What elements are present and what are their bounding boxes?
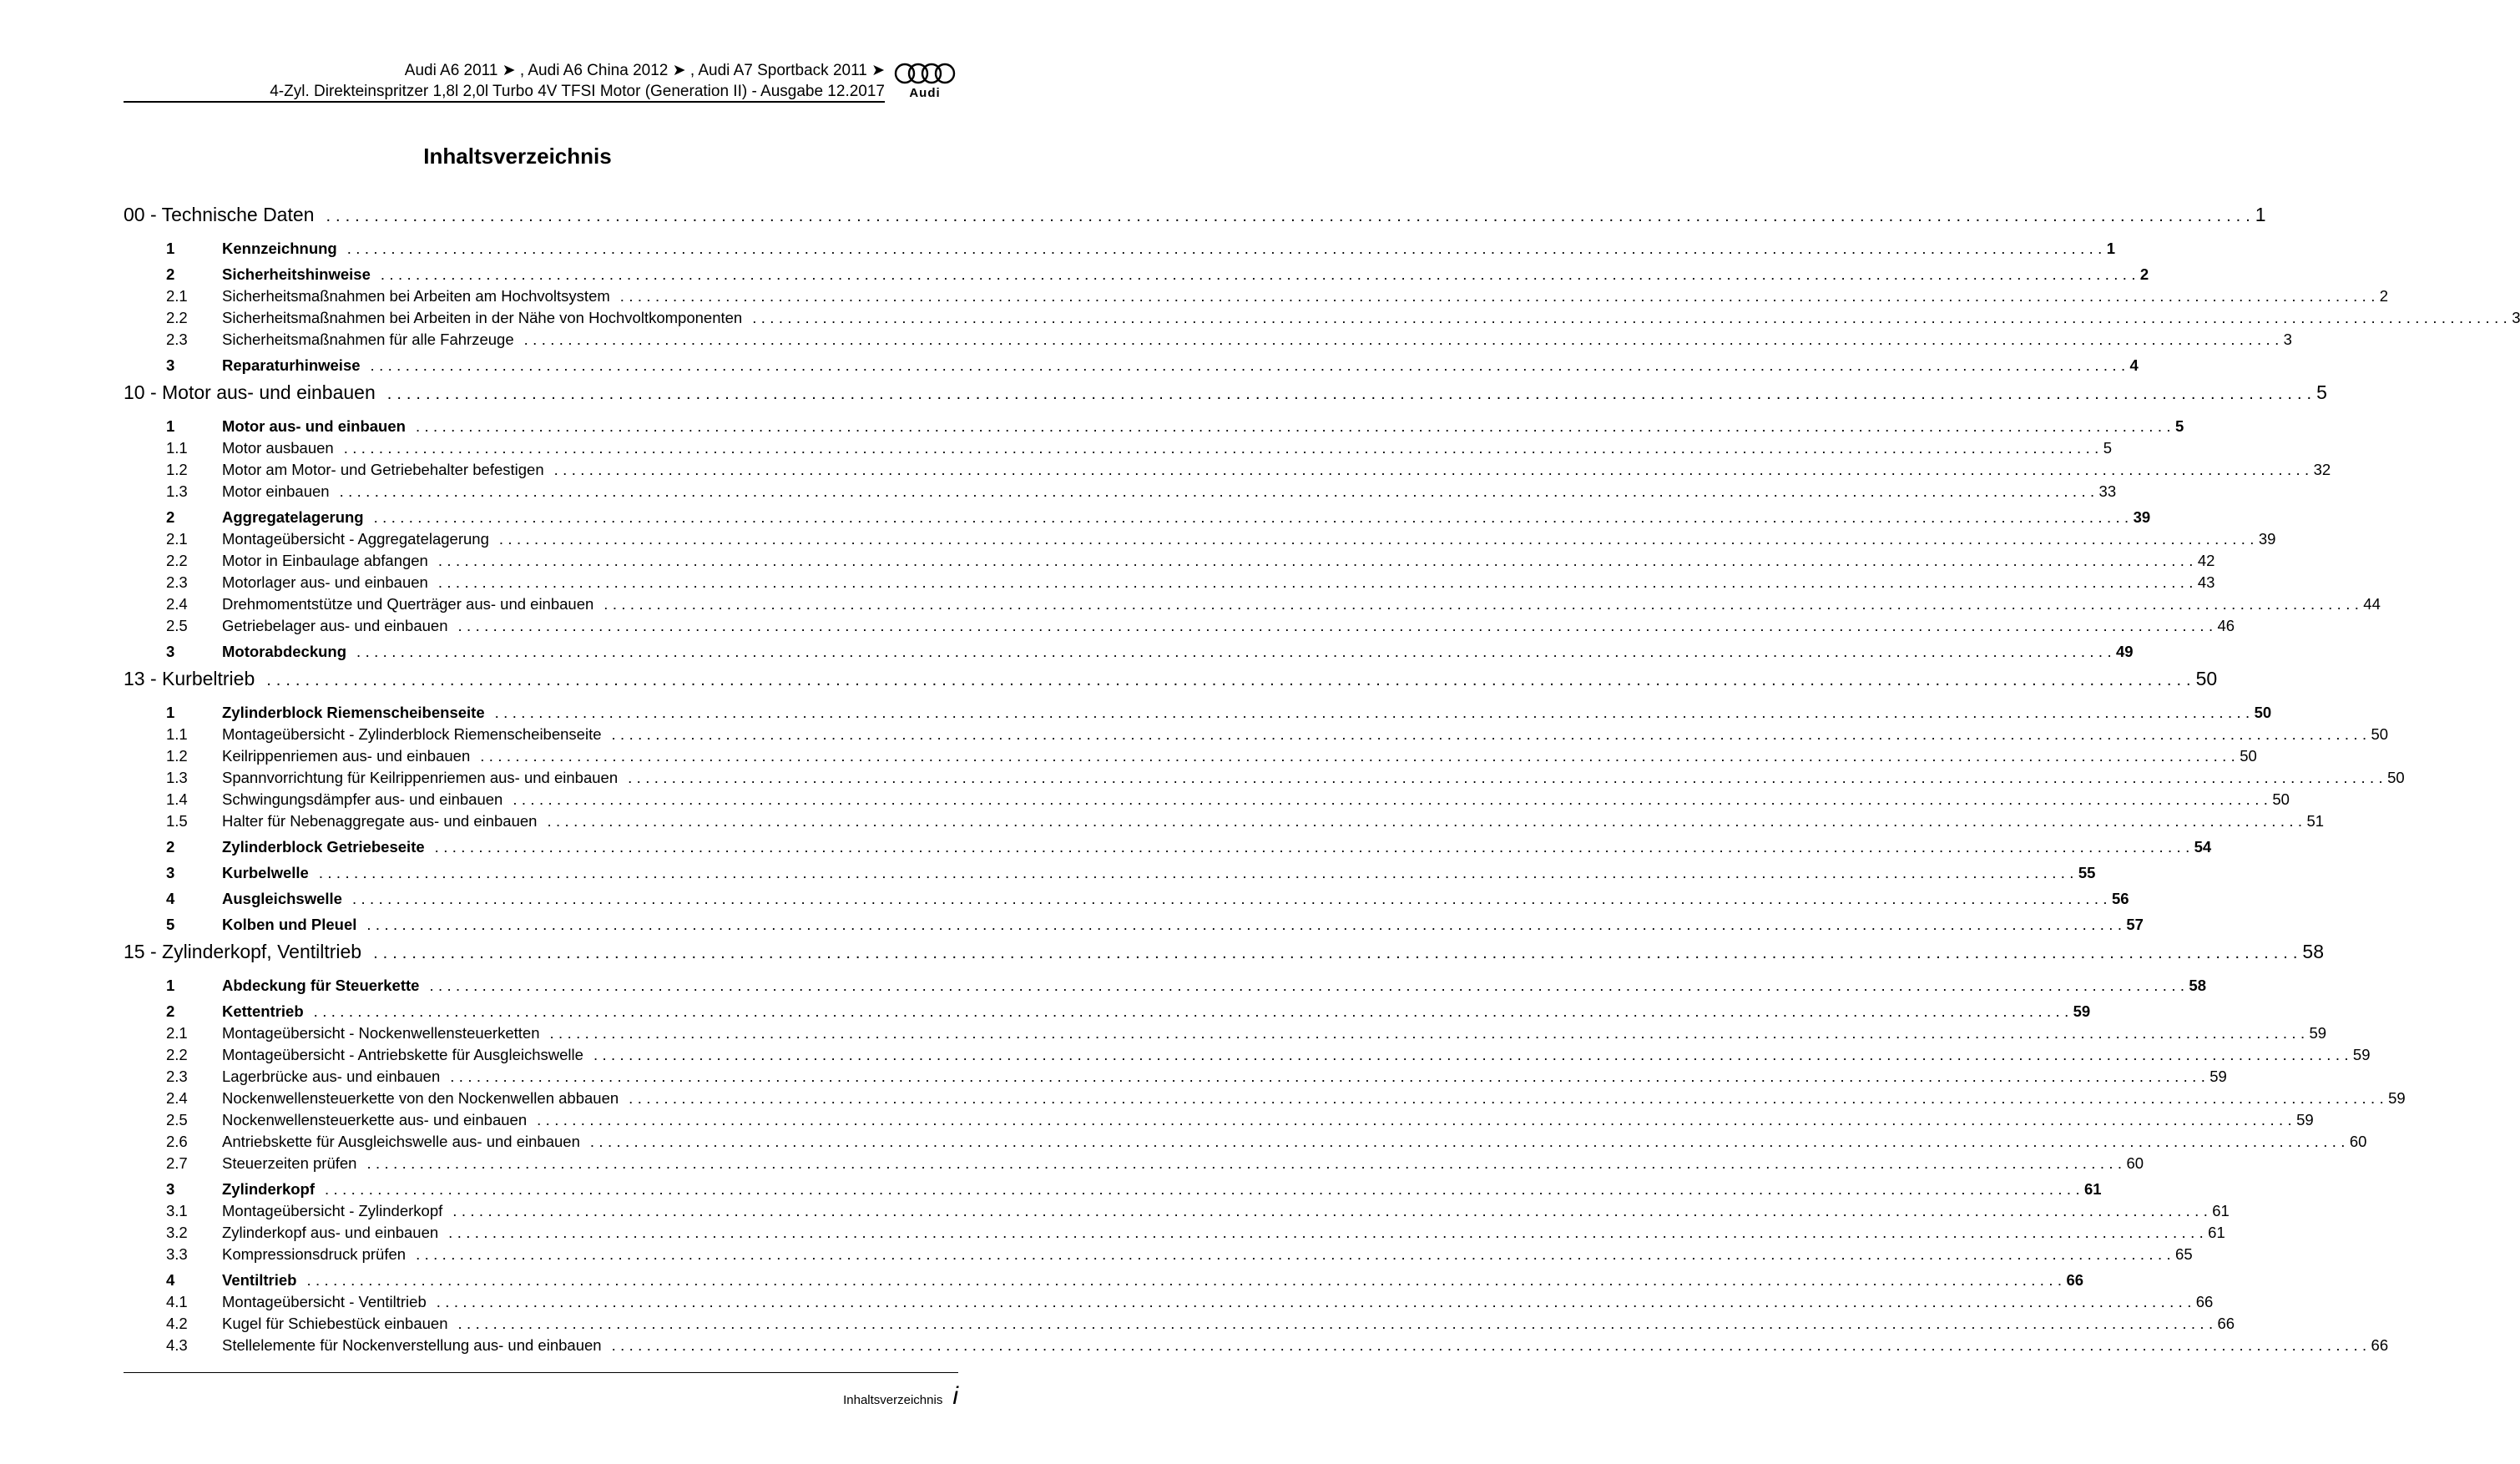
dot-leader: ........................................................................................................................................................................................................ — [325, 1180, 2084, 1198]
toc-entry[interactable] — [124, 1154, 2144, 1176]
dot-leader: ........................................................................................................................................................................................................ — [547, 812, 2307, 830]
entry-title: Montageübersicht - Nockenwellensteuerketten — [222, 1024, 540, 1042]
entry-title: Aggregatelagerung — [222, 508, 364, 526]
entry-number: 2.4 — [166, 595, 188, 613]
dot-leader: ........................................................................................................................................................................................................ — [366, 1154, 2127, 1172]
header-engine-line: 4-Zyl. Direkteinspritzer 1,8l 2,0l Turbo 4V TFSI Motor (Generation II) - Ausgabe 12.2017 — [270, 83, 885, 100]
dot-leader: ........................................................................................................................................................................................................ — [343, 439, 2103, 457]
toc-entry[interactable] — [124, 352, 2139, 378]
chapter-heading[interactable] — [124, 941, 2325, 972]
entry-number: 3.1 — [166, 1202, 188, 1219]
chapter-page-number: 58 — [2302, 941, 2325, 962]
toc-entry[interactable] — [124, 482, 2117, 504]
entry-title: Kennzeichnung — [222, 240, 337, 257]
entry-page-number: 59 — [2296, 1111, 2314, 1128]
toc-entry[interactable] — [124, 504, 2151, 530]
header-rule — [124, 101, 885, 103]
entry-number: 4 — [166, 890, 175, 907]
dot-leader: ........................................................................................................................................................................................................ — [326, 207, 2255, 225]
entry-number: 2.5 — [166, 1111, 188, 1128]
entry-title: Sicherheitsmaßnahmen bei Arbeiten in der Nähe von Hochvoltkomponenten — [222, 309, 743, 326]
entry-number: 4.3 — [166, 1336, 188, 1354]
dot-leader: ........................................................................................................................................................................................................ — [351, 890, 2112, 907]
entry-number: 1.4 — [166, 790, 188, 808]
toc-entry[interactable] — [124, 886, 2129, 911]
entry-title: Sicherheitsmaßnahmen bei Arbeiten am Hochvoltsystem — [222, 287, 610, 305]
entry-page-number: 39 — [2258, 530, 2276, 548]
entry-page-number: 59 — [2388, 1089, 2406, 1107]
entry-title: Montageübersicht - Ventiltrieb — [222, 1293, 427, 1310]
dot-leader: ........................................................................................................................................................................................................ — [386, 385, 2317, 403]
audi-rings-icon — [891, 62, 958, 85]
entry-title: Montageübersicht - Zylinderkopf — [222, 1202, 443, 1219]
toc-entry[interactable] — [124, 1133, 2367, 1154]
entry-page-number: 66 — [2371, 1336, 2389, 1354]
entry-number: 4.1 — [166, 1293, 188, 1310]
entry-title: Lagerbrücke aus- und einbauen — [222, 1068, 441, 1085]
dot-leader: ........................................................................................................................................................................................................ — [603, 595, 2364, 613]
dot-leader: ........................................................................................................................................................................................................ — [450, 1068, 2210, 1085]
entry-title: Schwingungsdämpfer aus- und einbauen — [222, 790, 503, 808]
toc-entry[interactable] — [124, 998, 2091, 1024]
entry-title: Motor in Einbaulage abfangen — [222, 552, 428, 569]
dot-leader: ........................................................................................................................................................................................................ — [457, 1315, 2218, 1332]
dot-leader: ........................................................................................................................................................................................................ — [523, 331, 2284, 348]
toc-entry[interactable] — [124, 769, 2405, 790]
entry-number: 2.5 — [166, 617, 188, 634]
toc-entry[interactable] — [124, 331, 2292, 352]
entry-page-number: 61 — [2212, 1202, 2230, 1219]
audi-logo — [891, 62, 958, 102]
entry-number: 1.2 — [166, 461, 188, 478]
entry-page-number: 46 — [2217, 617, 2235, 634]
toc-entry[interactable] — [124, 1111, 2314, 1133]
entry-title: Zylinderblock Getriebeseite — [222, 838, 425, 856]
entry-page-number: 3 — [2512, 309, 2520, 326]
entry-number: 2.1 — [166, 1024, 188, 1042]
toc-entry[interactable] — [124, 1224, 2225, 1245]
dot-leader: ........................................................................................................................................................................................................ — [370, 356, 2130, 374]
page-title: Inhaltsverzeichnis — [423, 144, 612, 169]
dot-leader: ........................................................................................................................................................................................................ — [480, 747, 2240, 765]
dot-leader: ........................................................................................................................................................................................................ — [498, 530, 2259, 548]
toc-entry[interactable] — [124, 309, 2520, 331]
dot-leader: ........................................................................................................................................................................................................ — [537, 1111, 2297, 1128]
entry-title: Motor am Motor- und Getriebehalter befestigen — [222, 461, 544, 478]
entry-title: Nockenwellensteuerkette von den Nockenwellen abbauen — [222, 1089, 619, 1107]
entry-page-number: 44 — [2363, 595, 2381, 613]
entry-page-number: 60 — [2349, 1133, 2367, 1150]
entry-page-number: 4 — [2129, 356, 2139, 374]
toc-entry[interactable] — [124, 235, 2116, 261]
page-header — [124, 60, 958, 103]
entry-number: 3 — [166, 1180, 175, 1198]
entry-number: 3 — [166, 356, 175, 374]
toc-entry[interactable] — [124, 439, 2112, 461]
entry-title: Stellelemente für Nockenverstellung aus- und einbauen — [222, 1336, 602, 1354]
toc-entry[interactable] — [124, 699, 2272, 725]
entry-number: 1 — [166, 240, 175, 257]
entry-title: Reparaturhinweise — [222, 356, 361, 374]
entry-page-number: 49 — [2116, 643, 2134, 660]
dot-leader: ........................................................................................................................................................................................................ — [437, 552, 2198, 569]
chapter-heading[interactable] — [124, 204, 2266, 235]
entry-title: Motorabdeckung — [222, 643, 347, 660]
toc-entry[interactable] — [124, 1202, 2230, 1224]
entry-title: Abdeckung für Steuerkette — [222, 977, 420, 994]
dot-leader: ........................................................................................................................................................................................................ — [593, 1046, 2353, 1063]
toc-entry[interactable] — [124, 911, 2144, 937]
toc-entry[interactable] — [124, 287, 2389, 309]
entry-number: 2.3 — [166, 331, 188, 348]
entry-title: Kettentrieb — [222, 1002, 304, 1020]
header-text — [270, 60, 885, 102]
entry-page-number: 50 — [2254, 704, 2272, 721]
toc-entry[interactable] — [124, 1089, 2406, 1111]
entry-page-number: 3 — [2283, 331, 2292, 348]
dot-leader: ........................................................................................................................................................................................................ — [416, 1245, 2176, 1263]
entry-number: 2.1 — [166, 530, 188, 548]
toc-entry[interactable] — [124, 725, 2389, 747]
toc-entry[interactable] — [124, 413, 2184, 439]
toc-entry[interactable] — [124, 552, 2215, 573]
entry-number: 2.3 — [166, 573, 188, 591]
dot-leader: ........................................................................................................................................................................................................ — [619, 287, 2380, 305]
entry-title: Ausgleichswelle — [222, 890, 342, 907]
chapter-title: 00 - Technische Daten — [124, 204, 315, 225]
toc-entry[interactable] — [124, 573, 2215, 595]
dot-leader: ........................................................................................................................................................................................................ — [429, 977, 2189, 994]
dot-leader: ........................................................................................................................................................................................................ — [434, 838, 2194, 856]
entry-title: Zylinderblock Riemenscheibenseite — [222, 704, 485, 721]
entry-number: 2 — [166, 265, 175, 283]
entry-page-number: 50 — [2371, 725, 2389, 743]
toc-entry[interactable] — [124, 1293, 2214, 1315]
toc-entry[interactable] — [124, 595, 2381, 617]
entry-page-number: 54 — [2194, 838, 2212, 856]
dot-leader: ........................................................................................................................................................................................................ — [589, 1133, 2350, 1150]
toc-entry[interactable] — [124, 860, 2096, 886]
entry-page-number: 43 — [2197, 573, 2215, 591]
footer-page-number: i — [952, 1382, 958, 1410]
entry-title: Montageübersicht - Zylinderblock Riemenscheibenseite — [222, 725, 602, 743]
entry-number: 3 — [166, 864, 175, 881]
toc-entry[interactable] — [124, 834, 2212, 860]
entry-title: Motor aus- und einbauen — [222, 417, 406, 435]
entry-number: 5 — [166, 916, 175, 933]
page-footer — [843, 1382, 958, 1411]
dot-leader: ........................................................................................................................................................................................................ — [549, 1024, 2310, 1042]
dot-leader: ........................................................................................................................................................................................................ — [366, 916, 2127, 933]
dot-leader: ........................................................................................................................................................................................................ — [448, 1224, 2209, 1241]
dot-leader: ........................................................................................................................................................................................................ — [437, 573, 2198, 591]
entry-title: Halter für Nebenaggregate aus- und einbauen — [222, 812, 538, 830]
dot-leader: ........................................................................................................................................................................................................ — [306, 1271, 2067, 1289]
entry-title: Kolben und Pleuel — [222, 916, 357, 933]
dot-leader: ........................................................................................................................................................................................................ — [380, 265, 2140, 283]
dot-leader: ........................................................................................................................................................................................................ — [373, 944, 2303, 962]
chapter-title: 15 - Zylinderkopf, Ventiltrieb — [124, 941, 362, 962]
entry-title: Sicherheitshinweise — [222, 265, 371, 283]
dot-leader: ........................................................................................................................................................................................................ — [313, 1002, 2073, 1020]
entry-page-number: 59 — [2209, 1068, 2227, 1085]
dot-leader: ........................................................................................................................................................................................................ — [452, 1202, 2213, 1219]
entry-number: 1 — [166, 417, 175, 435]
entry-page-number: 56 — [2111, 890, 2129, 907]
entry-page-number: 57 — [2126, 916, 2144, 933]
entry-page-number: 59 — [2352, 1046, 2371, 1063]
entry-number: 2 — [166, 1002, 175, 1020]
entry-page-number: 50 — [2240, 747, 2257, 765]
entry-number: 3 — [166, 643, 175, 660]
entry-page-number: 66 — [2217, 1315, 2235, 1332]
entry-title: Antriebskette für Ausgleichswelle aus- und einbauen — [222, 1133, 580, 1150]
entry-page-number: 50 — [2272, 790, 2290, 808]
entry-title: Kompressionsdruck prüfen — [222, 1245, 407, 1263]
toc-entry[interactable] — [124, 972, 2206, 998]
entry-page-number: 32 — [2313, 461, 2331, 478]
entry-number: 1.5 — [166, 812, 188, 830]
dot-leader: ........................................................................................................................................................................................................ — [339, 482, 2099, 500]
toc-entry[interactable] — [124, 1046, 2371, 1068]
toc-entry[interactable] — [124, 812, 2325, 834]
entry-title: Spannvorrichtung für Keilrippenriemen aus- und einbauen — [222, 769, 619, 786]
toc-entry[interactable] — [124, 617, 2235, 639]
entry-title: Montageübersicht - Aggregatelagerung — [222, 530, 489, 548]
entry-page-number: 59 — [2073, 1002, 2091, 1020]
entry-page-number: 61 — [2084, 1180, 2102, 1198]
entry-number: 4.2 — [166, 1315, 188, 1332]
entry-title: Motor ausbauen — [222, 439, 334, 457]
entry-number: 1.3 — [166, 769, 188, 786]
entry-page-number: 59 — [2309, 1024, 2327, 1042]
entry-title: Keilrippenriemen aus- und einbauen — [222, 747, 471, 765]
dot-leader: ........................................................................................................................................................................................................ — [628, 769, 2388, 786]
footer-rule — [124, 1372, 958, 1373]
entry-title: Kurbelwelle — [222, 864, 309, 881]
entry-title: Sicherheitsmaßnahmen für alle Fahrzeuge — [222, 331, 514, 348]
entry-number: 1.1 — [166, 439, 188, 457]
entry-page-number: 61 — [2208, 1224, 2225, 1241]
dot-leader: ........................................................................................................................................................................................................ — [611, 1336, 2371, 1354]
chapter-heading[interactable] — [124, 381, 2327, 413]
entry-number: 2.2 — [166, 309, 188, 326]
toc-entry[interactable] — [124, 1315, 2235, 1336]
footer-label: Inhaltsverzeichnis — [843, 1393, 943, 1407]
chapter-title: 10 - Motor aus- und einbauen — [124, 381, 376, 403]
entry-page-number: 58 — [2189, 977, 2206, 994]
entry-number: 1.2 — [166, 747, 188, 765]
entry-page-number: 2 — [2139, 265, 2149, 283]
entry-page-number: 66 — [2066, 1271, 2084, 1289]
entry-number: 2.1 — [166, 287, 188, 305]
dot-leader: ........................................................................................................................................................................................................ — [752, 309, 2512, 326]
toc-entry[interactable] — [124, 1176, 2102, 1202]
entry-number: 2 — [166, 508, 175, 526]
dot-leader: ........................................................................................................................................................................................................ — [436, 1293, 2196, 1310]
dot-leader: ........................................................................................................................................................................................................ — [629, 1089, 2389, 1107]
toc-entry[interactable] — [124, 1336, 2389, 1358]
entry-number: 1 — [166, 977, 175, 994]
entry-page-number: 55 — [2078, 864, 2096, 881]
dot-leader: ........................................................................................................................................................................................................ — [611, 725, 2371, 743]
entry-page-number: 66 — [2195, 1293, 2214, 1310]
entry-title: Drehmomentstütze und Querträger aus- und einbauen — [222, 595, 594, 613]
dot-leader: ........................................................................................................................................................................................................ — [494, 704, 2255, 721]
chapter-page-number: 5 — [2316, 381, 2327, 403]
entry-number: 1.3 — [166, 482, 188, 500]
entry-page-number: 50 — [2387, 769, 2405, 786]
toc-entry[interactable] — [124, 261, 2149, 287]
entry-page-number: 39 — [2133, 508, 2151, 526]
table-of-contents — [124, 200, 2520, 1358]
entry-page-number: 33 — [2098, 482, 2117, 500]
entry-title: Nockenwellensteuerkette aus- und einbauen — [222, 1111, 528, 1128]
toc-entry[interactable] — [124, 1245, 2193, 1267]
entry-page-number: 5 — [2174, 417, 2184, 435]
entry-number: 2.6 — [166, 1133, 188, 1150]
dot-leader: ........................................................................................................................................................................................................ — [553, 461, 2314, 478]
entry-title: Zylinderkopf aus- und einbauen — [222, 1224, 439, 1241]
dot-leader: ........................................................................................................................................................................................................ — [266, 671, 2196, 689]
entry-page-number: 1 — [2106, 240, 2116, 257]
entry-title: Zylinderkopf — [222, 1180, 316, 1198]
chapter-heading[interactable] — [124, 668, 2218, 699]
toc-entry[interactable] — [124, 790, 2290, 812]
entry-title: Motor einbauen — [222, 482, 330, 500]
dot-leader: ........................................................................................................................................................................................................ — [346, 240, 2107, 257]
audi-logo-text: Audi — [909, 86, 941, 100]
toc-entry[interactable] — [124, 1024, 2327, 1046]
toc-entry[interactable] — [124, 1068, 2227, 1089]
entry-number: 2.2 — [166, 1046, 188, 1063]
entry-title: Getriebelager aus- und einbauen — [222, 617, 448, 634]
dot-leader: ........................................................................................................................................................................................................ — [318, 864, 2078, 881]
entry-number: 2.7 — [166, 1154, 188, 1172]
dot-leader: ........................................................................................................................................................................................................ — [356, 643, 2117, 660]
toc-entry[interactable] — [124, 1267, 2084, 1293]
dot-leader: ........................................................................................................................................................................................................ — [513, 790, 2273, 808]
dot-leader: ........................................................................................................................................................................................................ — [415, 417, 2175, 435]
entry-number: 2.3 — [166, 1068, 188, 1085]
entry-page-number: 60 — [2126, 1154, 2144, 1172]
chapter-page-number: 1 — [2255, 204, 2266, 225]
chapter-title: 13 - Kurbeltrieb — [124, 668, 255, 689]
entry-page-number: 42 — [2197, 552, 2215, 569]
entry-page-number: 51 — [2306, 812, 2325, 830]
header-vehicle-line: Audi A6 2011 ➤ , Audi A6 China 2012 ➤ , Audi A7 Sportback 2011 ➤ — [404, 62, 885, 79]
entry-number: 1 — [166, 704, 175, 721]
entry-number: 3.3 — [166, 1245, 188, 1263]
entry-title: Motorlager aus- und einbauen — [222, 573, 428, 591]
entry-title: Ventiltrieb — [222, 1271, 297, 1289]
entry-number: 3.2 — [166, 1224, 188, 1241]
dot-leader: ........................................................................................................................................................................................................ — [457, 617, 2218, 634]
entry-number: 1.1 — [166, 725, 188, 743]
entry-number: 2 — [166, 838, 175, 856]
chapter-page-number: 50 — [2195, 668, 2218, 689]
entry-number: 2.4 — [166, 1089, 188, 1107]
toc-entry[interactable] — [124, 747, 2257, 769]
toc-entry[interactable] — [124, 461, 2331, 482]
entry-number: 4 — [166, 1271, 175, 1289]
entry-title: Montageübersicht - Antriebskette für Ausgleichswelle — [222, 1046, 583, 1063]
entry-title: Steuerzeiten prüfen — [222, 1154, 357, 1172]
dot-leader: ........................................................................................................................................................................................................ — [373, 508, 2134, 526]
entry-page-number: 2 — [2379, 287, 2389, 305]
entry-number: 2.2 — [166, 552, 188, 569]
entry-title: Kugel für Schiebestück einbauen — [222, 1315, 448, 1332]
entry-page-number: 5 — [2103, 439, 2112, 457]
toc-entry[interactable] — [124, 639, 2134, 664]
toc-entry[interactable] — [124, 530, 2276, 552]
entry-page-number: 65 — [2175, 1245, 2193, 1263]
